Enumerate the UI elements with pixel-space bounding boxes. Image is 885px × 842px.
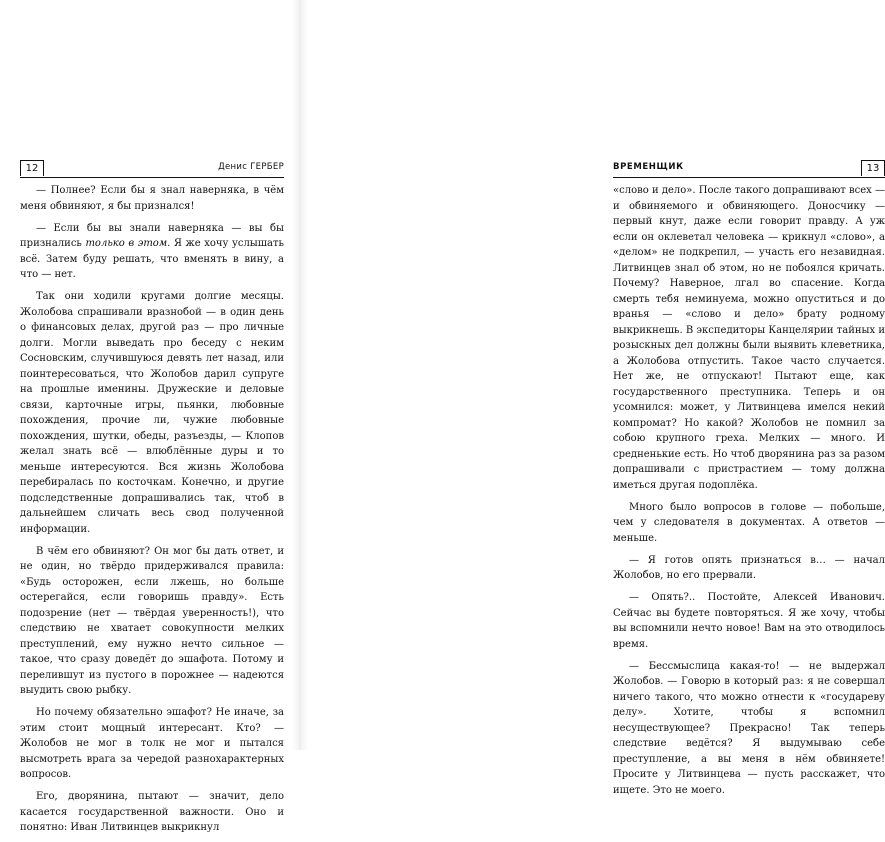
- page-number: 13: [861, 160, 885, 176]
- text-run: Но почему обязательно эшафот? Не иначе, за этим стоит мощный интересант. Кто? — Жолобов не мог в толк не мог и пытался высмотреть врага за чередой разнохарактерных вопросов.: [20, 707, 284, 780]
- right-page-header: [613, 160, 885, 178]
- paragraph: [20, 705, 284, 783]
- text-run: «слово и дело». После такого допрашивают всех — и обвиняемого и обвиняющего. Доносчику — первый кнут, даже если говорит правду. А уж если он оклеветал человека — крикнул «слово», а «делом» не подкрепил, — участь его незавидная. Литвинцев знал об этом, но не побоялся кричать. Почему? Наверное, лгал во спасение. Когда смерть тебя неминуема, можно опуститься и до вранья — «слово и дело» брату родному выкрикнешь. В экспедиторы Канцелярии тайных и розыскных дел должны были выявить клеветника, а Жолобова отпустить. Такое часто случается. Нет же, не отпускают! Пытают еще, как государственного преступника. Теперь и он усомнился: может, у Литвинцева имелся некий компромат? Но какой? Жолобов не помнил за собою крупного греха. Мелких — много. И средненькие есть. Но чтоб дворянина раз за разом допрашивали с пристрастием — тому должна иметься другая подоплёка.: [613, 185, 885, 491]
- text-run: Много было вопросов в голове — побольше, чем у следователя в документах. А ответов — меньше.: [613, 501, 885, 544]
- paragraph: [613, 500, 885, 547]
- paragraph: [613, 659, 885, 799]
- page-number: 12: [20, 160, 44, 176]
- text-run: Его, дворянина, пытают — значит, дело касается государственной важности. Оно и понятно: Иван Литвинцев выкрикнул: [20, 791, 284, 833]
- paragraph: [20, 544, 284, 699]
- italic-text: только в этом.: [85, 238, 171, 249]
- left-page-header: [20, 160, 284, 178]
- left-page-body: [20, 183, 284, 842]
- right-page-body: [613, 183, 885, 805]
- running-title-book: ВРЕМЕНЩИК: [613, 162, 684, 172]
- paragraph: [20, 183, 284, 214]
- paragraph: [613, 183, 885, 493]
- text-run: В чём его обвиняют? Он мог бы дать ответ, и не один, но твёрдо придерживался правила: «Будь осторожен, если лжешь, но больше остерегайся, если говоришь правду». Есть подозрение (нет — твёрдая уверенность!), что следствию не хватает совокупности мелких преступлений, ему нужно нечто сильное — такое, что сразу доведёт до эшафота. Потому и перелившут из пустого в порожнее — надеются выудить свою рыбку.: [20, 545, 284, 696]
- text-run: — Полнее? Если бы я знал наверняка, в чём меня обвиняют, я бы признался!: [20, 185, 284, 212]
- paragraph: [20, 221, 284, 283]
- paragraph: [20, 289, 284, 537]
- text-run: — Бессмыслица какая-то! — не выдержал Жолобов. — Говорю в который раз: я не совершал ничего такого, что можно отнести к «государеву делу». Хотите, чтобы я вспомнил несуществующее? Прекрасно! Так теперь следствие ведётся? Я выдумываю себе преступление, а вы меня в нём обвиняете! Просите у Литвинцева — пусть расскажет, что ищете. Это не моего.: [613, 660, 885, 796]
- text-run: — Если бы вы знали наверняка — вы бы признались: [20, 222, 284, 249]
- right-page: [300, 0, 885, 796]
- text-run: Так они ходили кругами долгие месяцы. Жолобова спрашивали вразнобой — в один день о финансовых делах, другой раз — про личные долги. Могли выведать про беседу с неким Сосновским, случившуюся девять лет назад, или поинтересоваться, что Жолобов дарил супруге на прошлые именины. Дружеские и деловые связи, карточные игры, пьянки, любовные похождения, прочие ли, чужие любовные похождения, шутки, обеды, разъезды, — Клопов желал знать всё — влюблённые дуры и то меньше интересуются. Вся жизнь Жолобова перебиралась по косточкам. Конечно, и другие подследственные допрашивались так, чтоб в дальнейшем сличать весь свод полученной информации.: [20, 291, 284, 535]
- text-run: — Опять?.. Постойте, Алексей Иванович. Сейчас вы будете повторяться. Я же хочу, чтобы вы вспомнили нечто новое! Вам на это отводилось время.: [613, 592, 885, 650]
- paragraph: [613, 590, 885, 652]
- paragraph: [613, 553, 885, 584]
- paragraph: [20, 789, 284, 836]
- text-run: — Я готов опять признаться в… — начал Жолобов, но его прервали.: [613, 554, 885, 581]
- left-page: [0, 0, 300, 833]
- running-title-author: Денис ГЕРБЕР: [218, 162, 284, 172]
- text-run: Я же хочу услышать всё. Затем буду решать, что вменять в вину, а что — нет.: [20, 238, 284, 280]
